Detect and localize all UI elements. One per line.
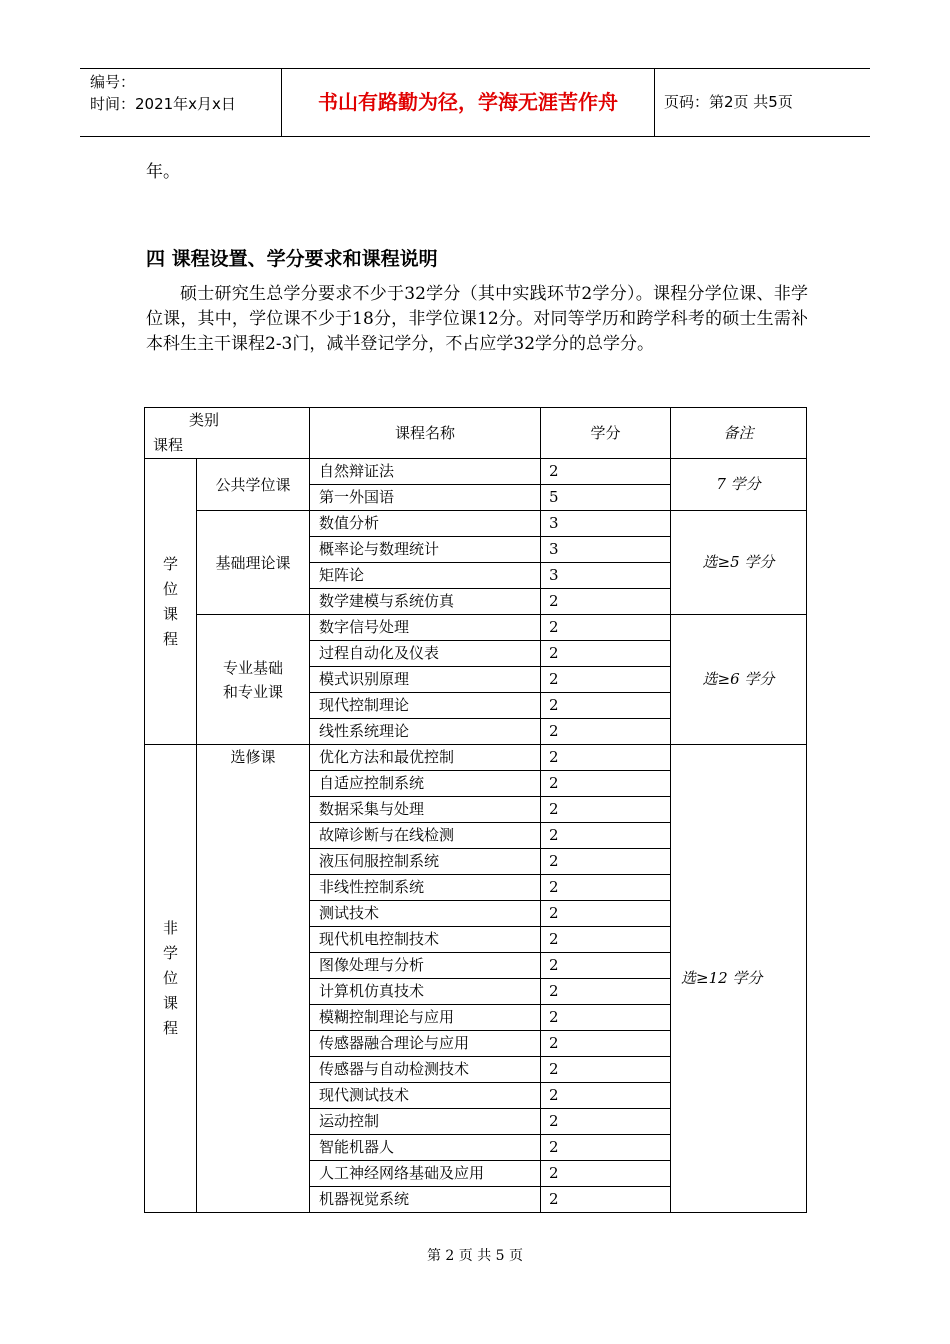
header-motto: 书山有路勤为径，学海无涯苦作舟 [318,90,618,114]
course-credit-cell: 2 [541,1031,671,1057]
course-name-cell: 模式识别原理 [310,667,541,693]
course-credit-cell: 2 [541,1109,671,1135]
course-credit-cell: 3 [541,563,671,589]
course-credit-cell: 5 [541,485,671,511]
course-name-cell: 概率论与数理统计 [310,537,541,563]
course-name-cell: 线性系统理论 [310,719,541,745]
group-note-cell: 选≥5 学分 [671,511,807,615]
course-name-cell: 现代控制理论 [310,693,541,719]
course-credit-cell: 2 [541,693,671,719]
course-credit-cell: 2 [541,1187,671,1213]
course-credit-cell: 2 [541,641,671,667]
course-name-cell: 现代测试技术 [310,1083,541,1109]
course-credit-cell: 3 [541,537,671,563]
page-footer: 第 2 页 共 5 页 [426,1248,524,1264]
course-name-cell: 第一外国语 [310,485,541,511]
course-name-cell: 现代机电控制技术 [310,927,541,953]
category-char: 位 [162,579,178,598]
course-name-cell: 机器视觉系统 [310,1187,541,1213]
table-row [145,459,807,485]
course-name-cell: 数学建模与系统仿真 [310,589,541,615]
category-char: 课 [162,994,178,1012]
header-category: 类别 [189,411,220,429]
course-credit-cell: 2 [541,771,671,797]
course-name-cell: 传感器与自动检测技术 [310,1057,541,1083]
group-name-cell: 公共学位课 [197,459,310,511]
course-name-cell: 模糊控制理论与应用 [310,1005,541,1031]
time-label: 时间：2021年x月x日 [90,95,236,113]
group-note-cell: 选≥6 学分 [671,615,807,745]
course-name-cell: 图像处理与分析 [310,953,541,979]
course-credit-cell: 2 [541,901,671,927]
category-char: 程 [162,1019,178,1037]
course-name-cell: 数据采集与处理 [310,797,541,823]
header-meta [90,71,236,115]
header-credit: 学分 [541,408,671,459]
course-name-cell: 自适应控制系统 [310,771,541,797]
table-header-row [145,408,807,459]
course-credit-cell: 2 [541,875,671,901]
course-credit-cell: 3 [541,511,671,537]
course-name-cell: 智能机器人 [310,1135,541,1161]
course-credit-cell: 2 [541,589,671,615]
table-row [145,615,807,641]
course-credit-cell: 2 [541,1057,671,1083]
category-nondegree-cell-text [162,916,180,1041]
course-credit-cell: 2 [541,1161,671,1187]
category-char: 程 [162,629,178,648]
course-name-cell: 计算机仿真技术 [310,979,541,1005]
category-char: 非 [162,919,178,937]
group-name-line: 专业基础 [222,658,283,677]
course-name-cell: 测试技术 [310,901,541,927]
course-name-cell: 矩阵论 [310,563,541,589]
category-char: 学 [162,944,178,962]
course-credit-cell: 2 [541,849,671,875]
header-course-name: 课程名称 [310,408,541,459]
course-credit-cell: 2 [541,1005,671,1031]
header-note: 备注 [671,408,807,459]
course-credit-cell: 2 [541,953,671,979]
course-credit-cell: 2 [541,1083,671,1109]
course-name-cell: 自然辩证法 [310,459,541,485]
course-name-cell: 传感器融合理论与应用 [310,1031,541,1057]
table-row [145,511,807,537]
category-char: 学 [162,554,178,573]
curriculum-table [144,407,807,1213]
group-name-line: 和专业课 [222,682,283,701]
course-credit-cell: 2 [541,979,671,1005]
header-page-number: 页码：第2页 共5页 [664,93,793,111]
group-note-cell: 7 学分 [671,459,807,511]
section-paragraph: 硕士研究生总学分要求不少于32学分（其中实践环节2学分）。课程分学位课、非学位课，其中，学位课不少于18分，非学位课12分。对同等学历和跨学科考的硕士生需补本科生主干课程2-3门，减半登记学分，不占应学32学分的总学分。 [146,284,808,354]
course-credit-cell: 2 [541,745,671,771]
category-degree-cell [145,459,197,745]
course-credit-cell: 2 [541,719,671,745]
category-nondegree-cell [145,745,197,1213]
category-char: 位 [162,969,178,987]
text-fragment: 年。 [146,162,180,182]
course-name-cell: 运动控制 [310,1109,541,1135]
header-divider [654,69,655,136]
header-course: 课程 [153,436,184,454]
category-degree-cell-text [162,552,180,652]
section-title: 四 课程设置、学分要求和课程说明 [146,248,438,270]
course-credit-cell: 2 [541,459,671,485]
course-name-cell: 液压伺服控制系统 [310,849,541,875]
diagonal-header-cell [145,408,310,459]
course-credit-cell: 2 [541,797,671,823]
course-credit-cell: 2 [541,1135,671,1161]
course-name-cell: 优化方法和最优控制 [310,745,541,771]
course-credit-cell: 2 [541,615,671,641]
course-name-cell: 故障诊断与在线检测 [310,823,541,849]
course-name-cell: 数值分析 [310,511,541,537]
course-name-cell: 非线性控制系统 [310,875,541,901]
group-note-cell: 选≥12 学分 [671,745,807,1213]
course-credit-cell: 2 [541,667,671,693]
serial-label: 编号： [90,73,136,91]
table-row [145,745,807,771]
course-name-cell: 人工神经网络基础及应用 [310,1161,541,1187]
category-char: 课 [162,604,178,623]
group-name-cell: 基础理论课 [197,511,310,615]
course-name-cell: 数字信号处理 [310,615,541,641]
group-name-cell [197,615,310,745]
course-name-cell: 过程自动化及仪表 [310,641,541,667]
course-credit-cell: 2 [541,927,671,953]
group-name-cell: 选修课 [197,745,310,1213]
course-credit-cell: 2 [541,823,671,849]
page-header [80,68,870,137]
